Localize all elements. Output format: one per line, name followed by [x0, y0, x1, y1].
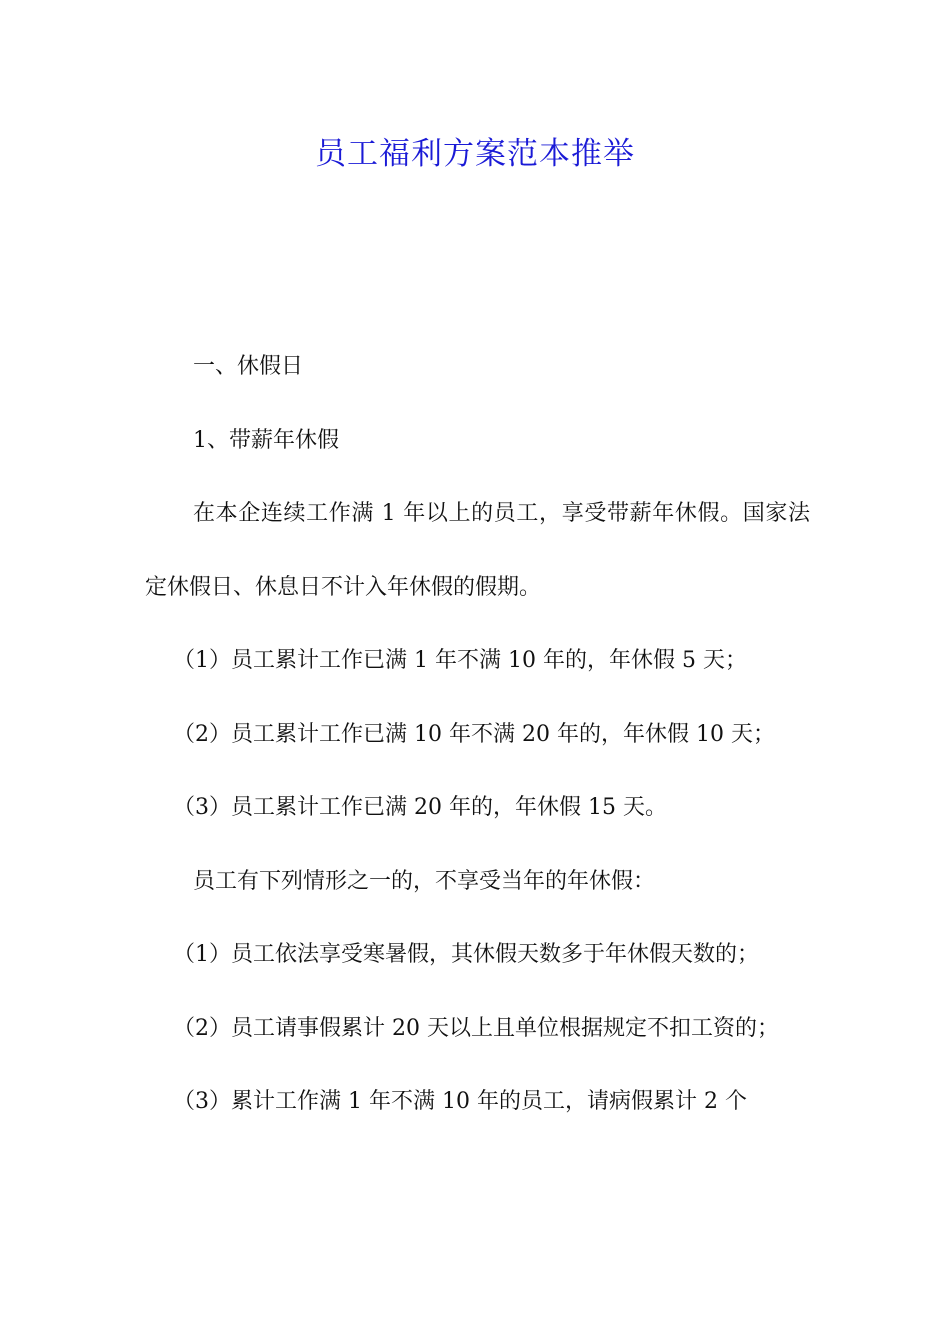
list-item-exclusion-3: （3）累计工作满 1 年不满 10 年的员工，请病假累计 2 个: [173, 1089, 747, 1114]
paragraph-exclusions-intro: 员工有下列情形之一的，不享受当年的年休假：: [193, 868, 656, 894]
list-item-leave-5-days: （1）员工累计工作已满 1 年不满 10 年的，年休假 5 天；: [173, 648, 747, 673]
list-item-leave-15-days: （3）员工累计工作已满 20 年的，年休假 15 天。: [173, 795, 667, 820]
list-item-leave-10-days: （2）员工累计工作已满 10 年不满 20 年的，年休假 10 天；: [173, 721, 775, 747]
list-item-exclusion-1: （1）员工依法享受寒暑假，其休假天数多于年休假天数的；: [173, 942, 759, 967]
document-body: [145, 330, 810, 1139]
section-heading-holidays: 一、休假日: [193, 354, 304, 379]
list-item-exclusion-2: （2）员工请事假累计 20 天以上且单位根据规定不扣工资的；: [173, 1015, 779, 1041]
subsection-heading-paid-leave: 1、带薪年休假: [193, 427, 339, 453]
document-title: 员工福利方案范本推举: [315, 136, 635, 172]
paragraph-eligibility: 在本企连续工作满 1 年以上的员工，享受带薪年休假。国家法定休假日、休息日不计入年休假的假期。: [145, 501, 810, 600]
